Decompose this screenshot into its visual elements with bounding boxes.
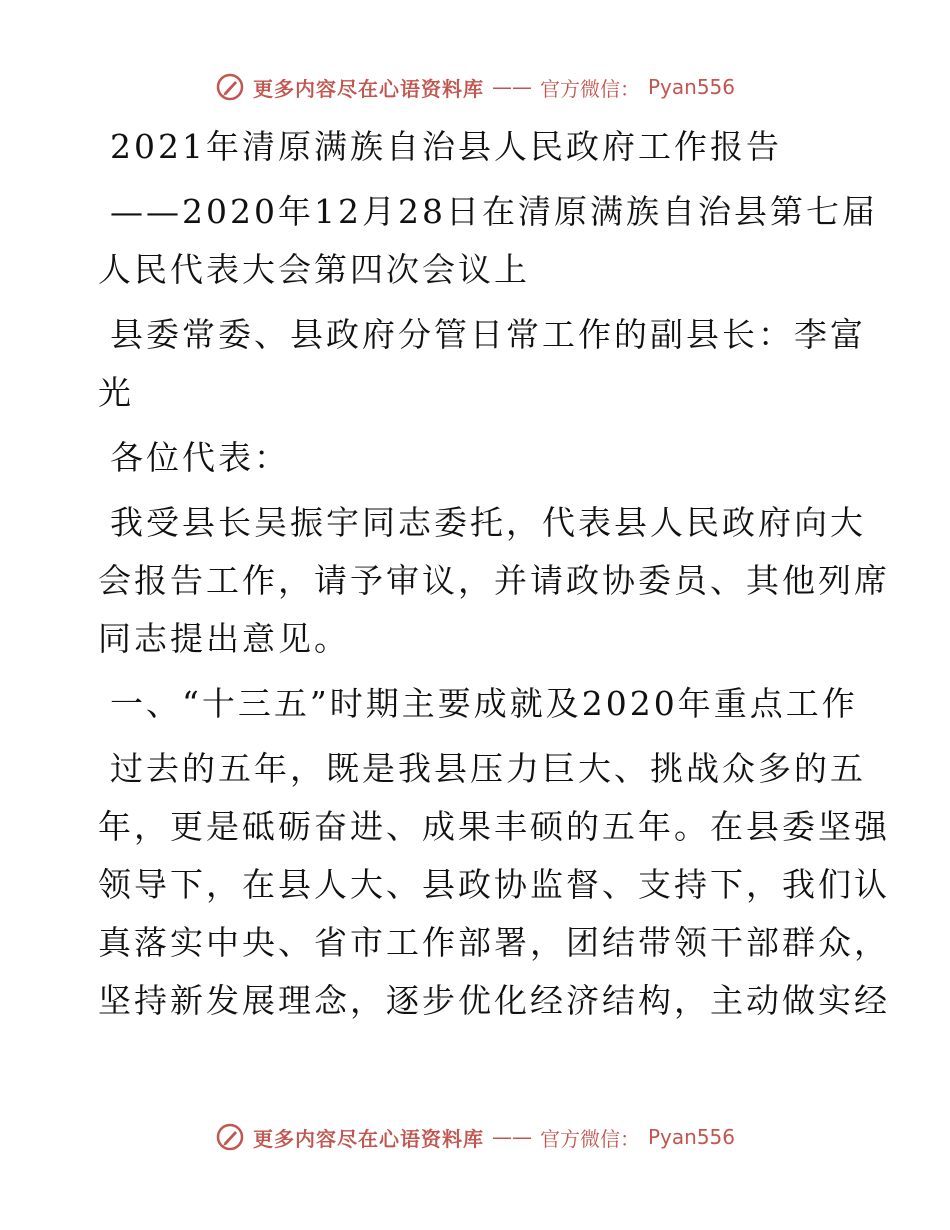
watermark-wechat-label: 官方微信：	[539, 1126, 640, 1151]
paragraph-2-line-2: 年，更是砥砺奋进、成果丰硕的五年。在县委坚强	[98, 807, 890, 846]
watermark-site-text: 更多内容尽在心语资料库	[252, 1126, 484, 1151]
document-body	[98, 118, 890, 1030]
paragraph-2-line-5: 坚持新发展理念，逐步优化经济结构，主动做实经	[98, 981, 890, 1020]
paragraph-2-line-3: 领导下，在县人大、县政协监督、支持下，我们认	[98, 865, 890, 904]
paragraph-2-line-4: 真落实中央、省市工作部署，团结带领干部群众，	[98, 923, 890, 962]
paragraph-2-line-1: 过去的五年，既是我县压力巨大、挑战众多的五	[110, 749, 866, 788]
watermark-separator: ——	[491, 1125, 532, 1149]
watermark-site-text: 更多内容尽在心语资料库	[252, 76, 484, 101]
watermark-wechat-label: 官方微信：	[539, 76, 640, 101]
document-subtitle-line-2: 人民代表大会第四次会议上	[98, 250, 530, 289]
paragraph-1-line-2: 会报告工作，请予审议，并请政协委员、其他列席	[98, 561, 890, 600]
pen-logo-icon	[215, 1122, 245, 1152]
section-1-heading: 一、“十三五”时期主要成就及2020年重点工作	[110, 684, 858, 723]
paragraph-1-line-1: 我受县长吴振宇同志委托，代表县人民政府向大	[110, 503, 866, 542]
header-watermark	[0, 72, 950, 102]
speaker-line-2: 光	[98, 373, 134, 412]
footer-watermark	[0, 1122, 950, 1152]
document-subtitle-line-1: ——2020年12月28日在清原满族自治县第七届	[110, 192, 878, 231]
pen-logo-icon	[215, 72, 245, 102]
document-title: 2021年清原满族自治县人民政府工作报告	[110, 127, 782, 166]
paragraph-1-line-3: 同志提出意见。	[98, 619, 350, 658]
speaker-line-1: 县委常委、县政府分管日常工作的副县长：李富	[110, 315, 866, 354]
watermark-wechat-id: Pyan556	[647, 75, 735, 99]
salutation: 各位代表：	[110, 438, 290, 477]
watermark-wechat-id: Pyan556	[647, 1125, 735, 1149]
watermark-separator: ——	[491, 75, 532, 99]
